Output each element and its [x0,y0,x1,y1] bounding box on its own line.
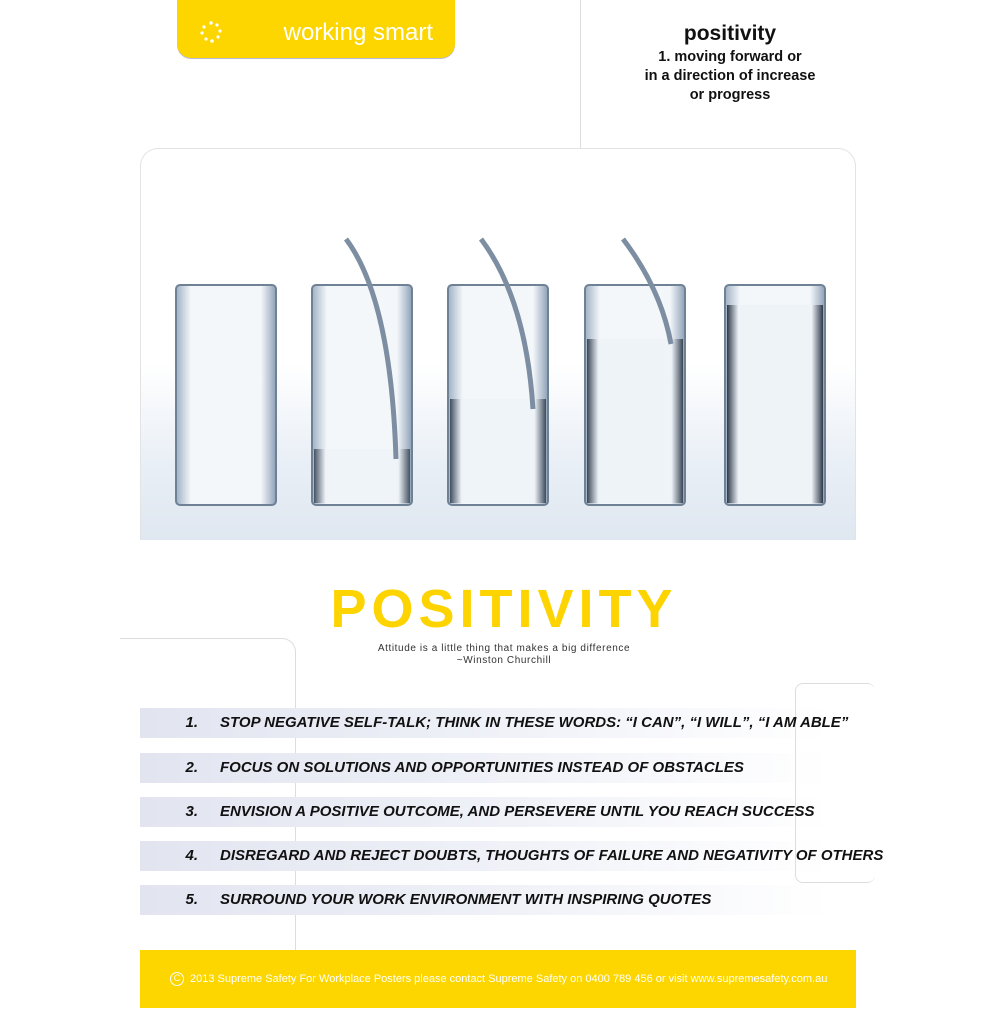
tip-row [140,797,830,827]
copyright-icon: C [170,972,184,986]
water-glasses-illustration [141,149,856,540]
footer-text: 2013 Supreme Safety For Workplace Posters please contact Supreme Safety on 0400 789 456 or visit www.supremesafety.com.au [190,973,828,985]
tip-text: ENVISION A POSITIVE OUTCOME, AND PERSEVERE UNTIL YOU REACH SUCCESS [220,803,815,820]
definition-word: positivity [683,22,777,45]
glass-full [725,285,825,505]
tip-number: 2. [185,759,198,776]
divider [580,0,581,148]
tip-number: 1. [185,714,198,731]
definition-line: 1. moving forward or [658,49,802,65]
tip-text: DISREGARD AND REJECT DOUBTS, THOUGHTS OF FAILURE AND NEGATIVITY OF OTHERS [220,847,884,864]
tip-row [140,841,884,871]
glass-quarter [312,239,412,505]
tip-row [140,753,830,783]
poster-title: POSITIVITY [330,579,678,639]
footer [140,950,856,1008]
tip-text: FOCUS ON SOLUTIONS AND OPPORTUNITIES INSTEAD OF OBSTACLES [220,759,744,776]
tip-number: 4. [185,847,198,864]
definition [620,22,840,105]
tab-label: working smart [283,19,433,46]
glasses-photo [140,148,856,540]
tip-row [140,885,830,915]
glass-three-quarter [585,239,685,505]
tip-number: 3. [185,803,198,820]
glass-empty [176,285,276,505]
definition-line: in a direction of increase [644,68,816,84]
tip-text: SURROUND YOUR WORK ENVIRONMENT WITH INSPIRING QUOTES [220,891,712,908]
quote-author: ~Winston Churchill [456,655,552,666]
tip-number: 5. [185,891,198,908]
dotted-circle-icon [199,20,223,44]
glass-half [448,239,548,505]
working-smart-tab [177,0,455,58]
tip-row [140,708,849,738]
tip-text: STOP NEGATIVE SELF-TALK; THINK IN THESE WORDS: “I CAN”, “I WILL”, “I AM ABLE” [220,714,849,731]
quote-text: Attitude is a little thing that makes a big difference [377,643,631,654]
definition-line: or progress [689,87,771,103]
